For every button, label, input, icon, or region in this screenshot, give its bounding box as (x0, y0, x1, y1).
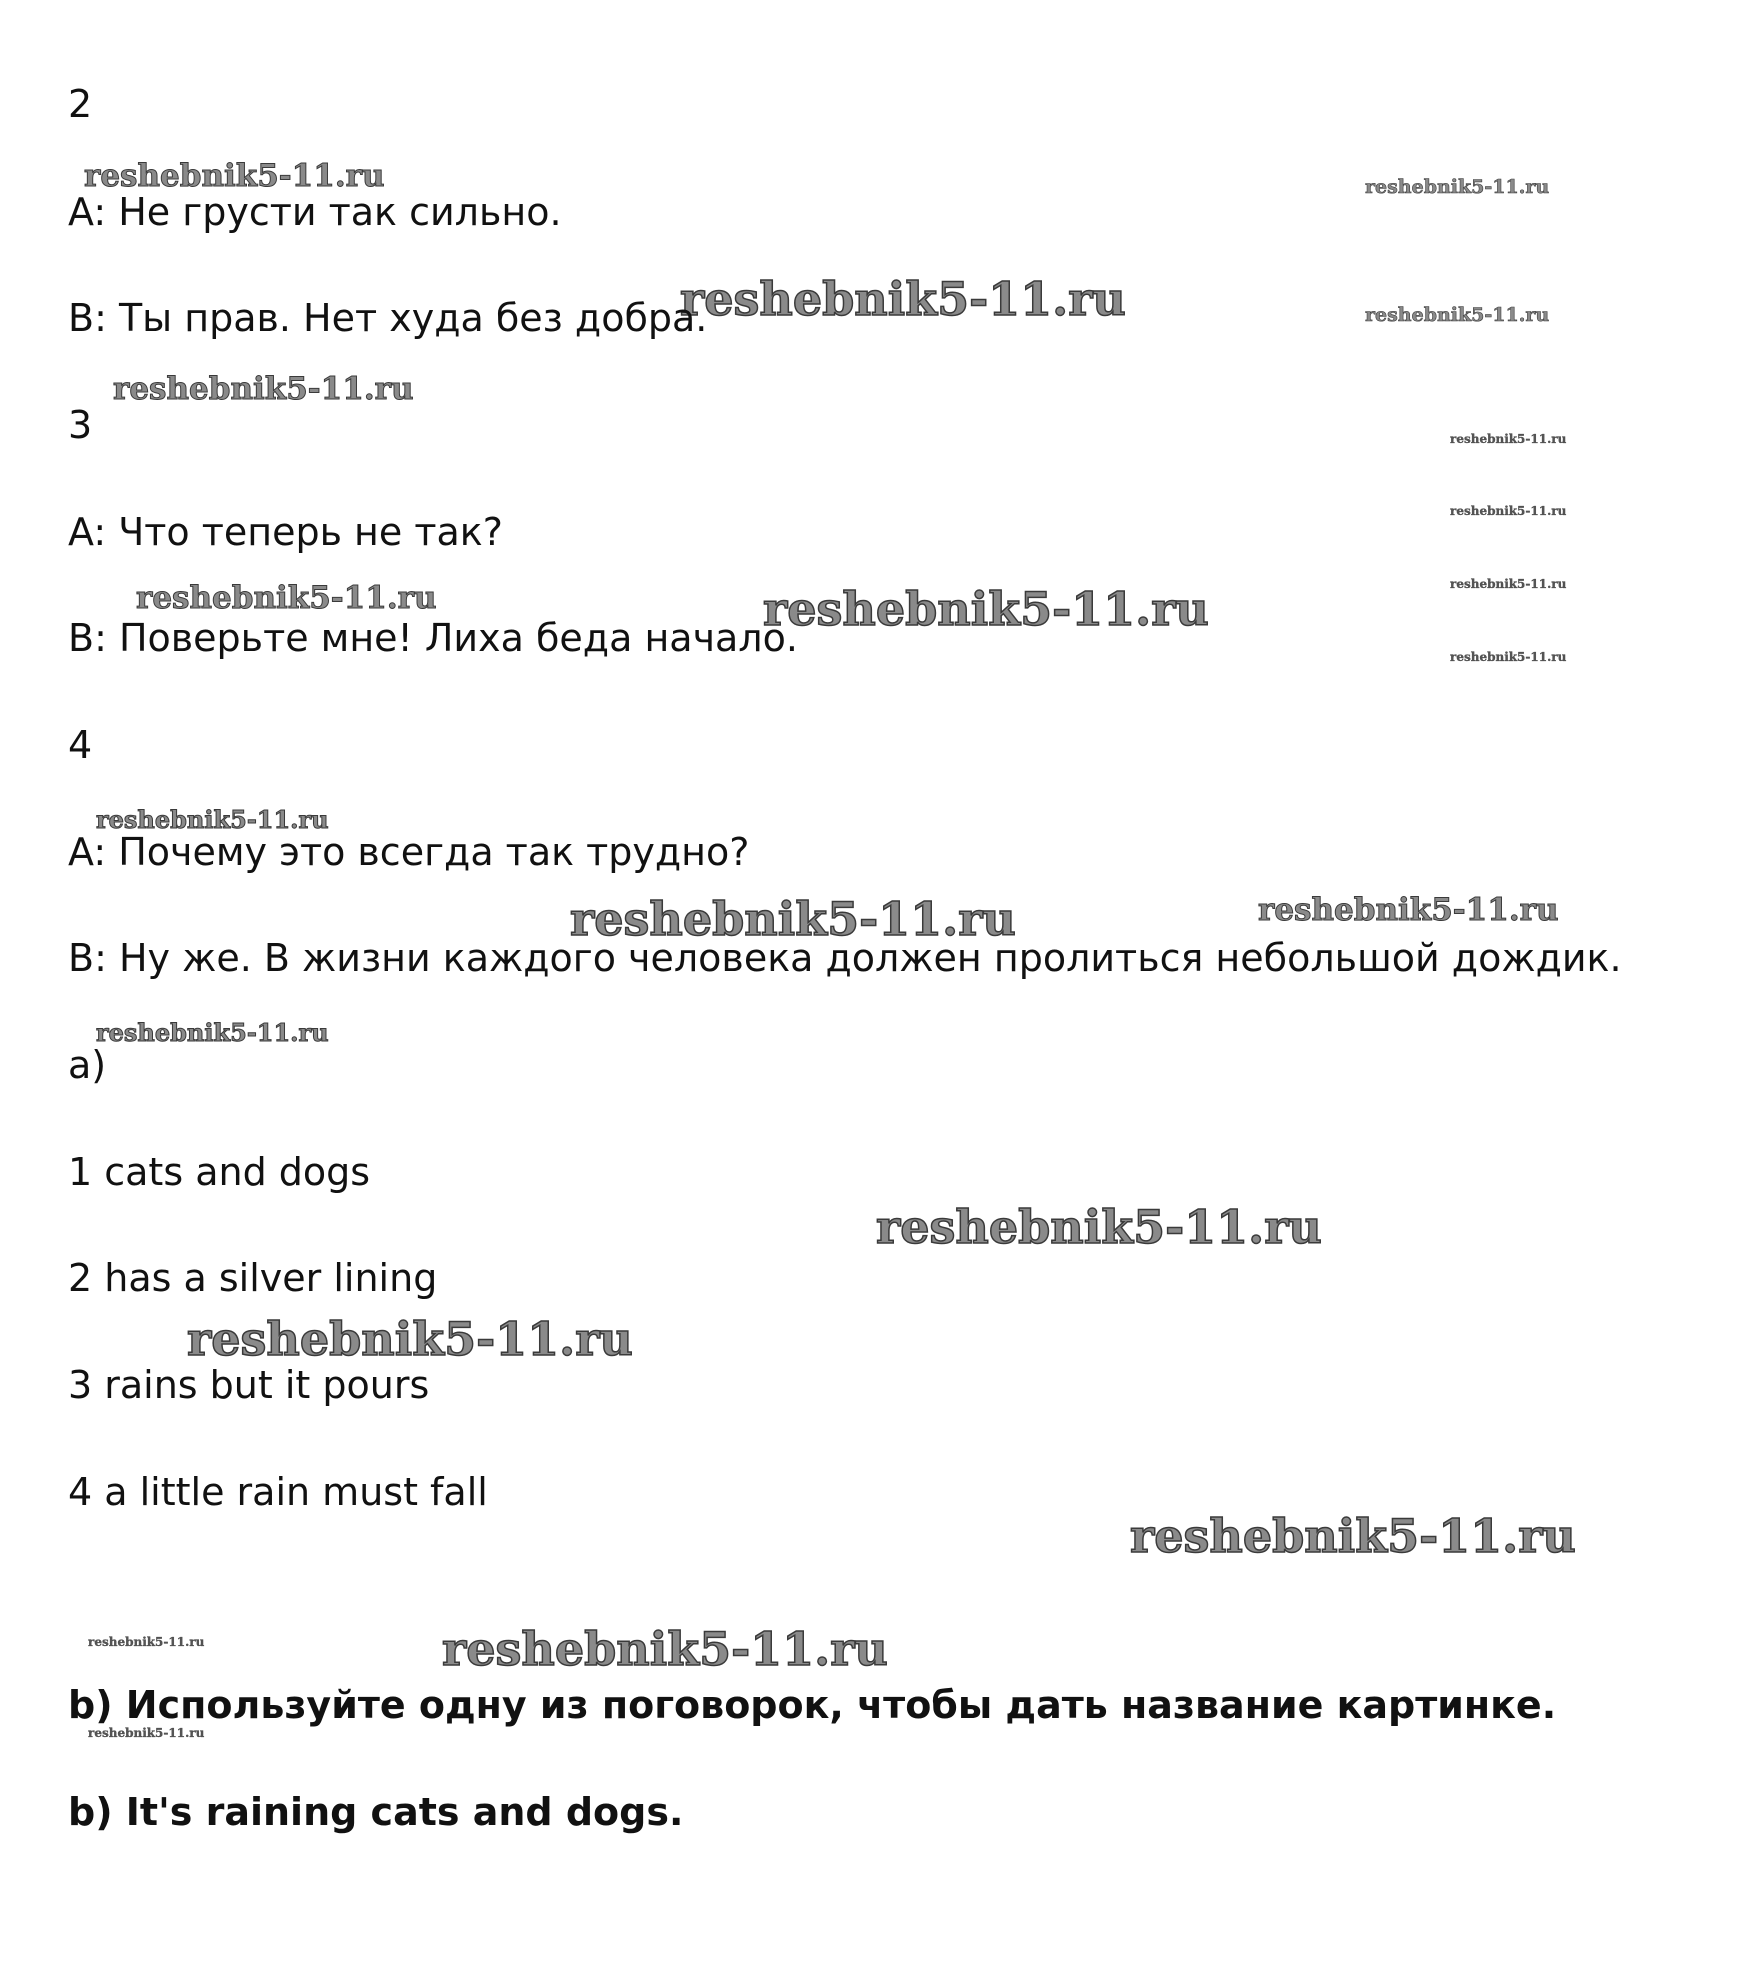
answer-item-2: 2 has a silver lining (68, 1256, 438, 1300)
watermark: reshebnik5-11.ru (1365, 176, 1550, 198)
watermark: reshebnik5-11.ru (96, 1018, 329, 1047)
watermark: reshebnik5-11.ru (96, 805, 329, 834)
part-a-heading: a) (68, 1043, 107, 1087)
dialogue-line-a: A: Почему это всегда так трудно? (68, 830, 750, 874)
part-b-answer: b) It's raining cats and dogs. (68, 1790, 684, 1834)
watermark: reshebnik5-11.ru (84, 158, 385, 194)
answer-item-4: 4 a little rain must fall (68, 1470, 488, 1514)
watermark: reshebnik5-11.ru (680, 272, 1126, 326)
answer-item-3: 3 rains but it pours (68, 1363, 430, 1407)
dialogue-line-b: B: Ну же. В жизни каждого человека должен пролиться небольшой дождик. (68, 936, 1622, 980)
dialogue-line-b: B: Ты прав. Нет худа без добра. (68, 296, 708, 340)
watermark: reshebnik5-11.ru (1450, 577, 1567, 591)
watermark: reshebnik5-11.ru (876, 1200, 1322, 1254)
watermark: reshebnik5-11.ru (763, 582, 1209, 636)
watermark: reshebnik5-11.ru (442, 1622, 888, 1676)
dialogue-line-a: A: Что теперь не так? (68, 510, 503, 554)
watermark: reshebnik5-11.ru (1365, 304, 1550, 326)
section-number-4: 4 (68, 723, 93, 767)
answer-item-1: 1 cats and dogs (68, 1150, 371, 1194)
dialogue-line-b: B: Поверьте мне! Лиха беда начало. (68, 616, 798, 660)
section-number-2: 2 (68, 82, 93, 126)
watermark: reshebnik5-11.ru (1450, 650, 1567, 664)
watermark: reshebnik5-11.ru (1130, 1509, 1576, 1563)
watermark: reshebnik5-11.ru (1450, 432, 1567, 446)
watermark: reshebnik5-11.ru (1450, 504, 1567, 518)
part-b-instruction: b) Используйте одну из поговорок, чтобы дать название картинке. (68, 1683, 1557, 1727)
watermark: reshebnik5-11.ru (88, 1635, 205, 1649)
watermark: reshebnik5-11.ru (187, 1312, 633, 1366)
watermark: reshebnik5-11.ru (88, 1726, 205, 1740)
watermark: reshebnik5-11.ru (136, 580, 437, 616)
watermark: reshebnik5-11.ru (570, 892, 1016, 946)
watermark: reshebnik5-11.ru (113, 371, 414, 407)
watermark: reshebnik5-11.ru (1258, 892, 1559, 928)
dialogue-line-a: A: Не грусти так сильно. (68, 190, 562, 234)
section-number-3: 3 (68, 403, 93, 447)
